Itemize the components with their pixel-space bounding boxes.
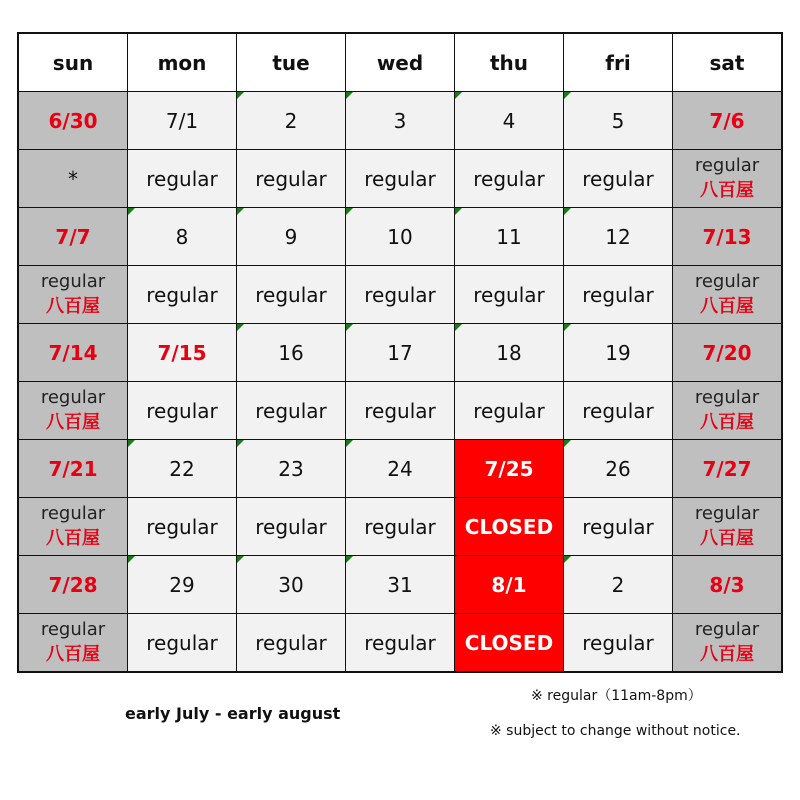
hours-cell [455, 150, 564, 208]
hours-label: regular [255, 282, 327, 307]
weekday-header-sun: sun [18, 33, 128, 92]
date-cell [673, 556, 783, 614]
hours-cell [18, 498, 128, 556]
hours-row [18, 614, 782, 673]
hours-label: * [68, 166, 78, 191]
hours-label: regular [364, 166, 436, 191]
hours-label: regular [364, 282, 436, 307]
date-label: 24 [387, 456, 413, 481]
shop-label: 八百屋 [700, 179, 754, 201]
date-cell [237, 92, 346, 150]
weekday-header-mon: mon [128, 33, 237, 92]
date-cell [455, 324, 564, 382]
hours-cell [18, 266, 128, 324]
hours-cell [673, 614, 783, 673]
shop-label: 八百屋 [46, 527, 100, 549]
date-label: 23 [278, 456, 304, 481]
hours-label: regular [364, 630, 436, 655]
weekday-header-row [18, 33, 782, 92]
date-label: 7/25 [484, 456, 534, 481]
hours-label: regular [146, 630, 218, 655]
date-label: 8/3 [709, 572, 745, 597]
hours-cell [673, 150, 783, 208]
hours-label: regular [255, 630, 327, 655]
date-cell [18, 324, 128, 382]
date-cell [128, 208, 237, 266]
date-label: 30 [278, 572, 304, 597]
date-cell [237, 556, 346, 614]
hours-cell [128, 266, 237, 324]
date-cell [18, 208, 128, 266]
date-label: 11 [496, 224, 522, 249]
hours-label: regular [146, 398, 218, 423]
hours-label: regular [582, 514, 654, 539]
date-row [18, 556, 782, 614]
date-label: 7/27 [702, 456, 752, 481]
date-label: 7/21 [48, 456, 98, 481]
hours-label: regular [694, 387, 760, 409]
hours-label: regular [40, 619, 106, 641]
date-cell [455, 556, 564, 614]
date-cell [564, 440, 673, 498]
hours-row [18, 382, 782, 440]
shop-label: 八百屋 [700, 411, 754, 433]
hours-label: regular [40, 271, 106, 293]
date-cell [346, 208, 455, 266]
date-label: 7/28 [48, 572, 98, 597]
hours-label: regular [694, 271, 760, 293]
date-cell [455, 208, 564, 266]
hours-label: regular [582, 166, 654, 191]
date-label: 29 [169, 572, 195, 597]
shop-label: 八百屋 [46, 411, 100, 433]
date-cell [346, 92, 455, 150]
date-label: 17 [387, 340, 413, 365]
date-label: 19 [605, 340, 631, 365]
date-label: 8/1 [491, 572, 527, 597]
hours-cell [237, 150, 346, 208]
hours-cell [564, 266, 673, 324]
date-label: 7/13 [702, 224, 752, 249]
hours-cell [673, 382, 783, 440]
date-label: 22 [169, 456, 195, 481]
shop-label: 八百屋 [700, 295, 754, 317]
hours-label: regular [473, 282, 545, 307]
date-cell [346, 556, 455, 614]
date-cell [346, 324, 455, 382]
hours-note: ※ regular（11am-8pm） [531, 688, 702, 704]
weekday-header-thu: thu [455, 33, 564, 92]
date-label: 4 [502, 108, 516, 133]
date-cell [455, 440, 564, 498]
hours-label: regular [255, 398, 327, 423]
date-cell [673, 324, 783, 382]
date-cell [18, 92, 128, 150]
hours-stack [19, 270, 127, 319]
hours-label: regular [582, 282, 654, 307]
date-cell [673, 92, 783, 150]
date-row [18, 440, 782, 498]
hours-cell [455, 266, 564, 324]
hours-label: regular [40, 387, 106, 409]
hours-cell [346, 382, 455, 440]
hours-cell [346, 498, 455, 556]
date-cell [128, 92, 237, 150]
hours-label: regular [255, 514, 327, 539]
hours-label: regular [473, 166, 545, 191]
date-cell [128, 440, 237, 498]
date-label: 31 [387, 572, 413, 597]
date-cell [237, 208, 346, 266]
date-label: 16 [278, 340, 304, 365]
schedule-calendar [17, 32, 783, 673]
weekday-header-tue: tue [237, 33, 346, 92]
hours-row [18, 498, 782, 556]
date-cell [237, 324, 346, 382]
hours-label: regular [364, 398, 436, 423]
date-label: 7/7 [55, 224, 91, 249]
hours-cell [237, 266, 346, 324]
date-label: 2 [611, 572, 625, 597]
hours-cell [237, 614, 346, 673]
date-label: 7/15 [157, 340, 207, 365]
hours-label: regular [473, 398, 545, 423]
date-cell [128, 324, 237, 382]
hours-stack [673, 618, 781, 667]
date-label: 7/14 [48, 340, 98, 365]
date-label: 5 [611, 108, 625, 133]
hours-cell [18, 382, 128, 440]
hours-cell [455, 382, 564, 440]
date-label: 3 [393, 108, 407, 133]
shop-label: 八百屋 [700, 527, 754, 549]
hours-stack [673, 270, 781, 319]
date-cell [237, 440, 346, 498]
hours-cell [18, 614, 128, 673]
date-cell [673, 208, 783, 266]
closed-cell [455, 498, 564, 556]
date-label: 18 [496, 340, 522, 365]
hours-stack [19, 386, 127, 435]
closed-label: CLOSED [464, 514, 554, 539]
period-label: early July - early august [125, 704, 341, 723]
date-cell [673, 440, 783, 498]
date-row [18, 92, 782, 150]
hours-cell [564, 614, 673, 673]
hours-label: regular [146, 282, 218, 307]
hours-cell [128, 498, 237, 556]
date-cell [128, 556, 237, 614]
date-row [18, 208, 782, 266]
hours-cell [346, 614, 455, 673]
date-label: 9 [284, 224, 298, 249]
date-label: 6/30 [48, 108, 98, 133]
closed-label: CLOSED [464, 630, 554, 655]
calendar-body [18, 33, 782, 672]
date-label: 26 [605, 456, 631, 481]
hours-label: regular [40, 503, 106, 525]
date-label: 7/6 [709, 108, 745, 133]
hours-stack [673, 154, 781, 203]
hours-cell [128, 382, 237, 440]
hours-cell [564, 498, 673, 556]
shop-label: 八百屋 [700, 643, 754, 665]
hours-cell [346, 150, 455, 208]
hours-label: regular [255, 166, 327, 191]
hours-stack [673, 386, 781, 435]
hours-stack [19, 502, 127, 551]
date-cell [18, 440, 128, 498]
date-label: 2 [284, 108, 298, 133]
hours-stack [673, 502, 781, 551]
hours-label: regular [694, 155, 760, 177]
date-cell [564, 208, 673, 266]
date-row [18, 324, 782, 382]
hours-cell [564, 150, 673, 208]
hours-label: regular [146, 514, 218, 539]
weekday-header-sat: sat [673, 33, 783, 92]
date-label: 12 [605, 224, 631, 249]
hours-row [18, 266, 782, 324]
hours-cell [128, 614, 237, 673]
hours-cell [346, 266, 455, 324]
hours-label: regular [694, 619, 760, 641]
weekday-header-wed: wed [346, 33, 455, 92]
hours-row [18, 150, 782, 208]
hours-cell [237, 382, 346, 440]
date-label: 7/1 [165, 108, 199, 133]
date-cell [18, 556, 128, 614]
hours-label: regular [582, 630, 654, 655]
date-cell [346, 440, 455, 498]
hours-cell [564, 382, 673, 440]
hours-cell [673, 498, 783, 556]
closed-cell [455, 614, 564, 673]
hours-label: regular [694, 503, 760, 525]
shop-label: 八百屋 [46, 295, 100, 317]
hours-cell [128, 150, 237, 208]
hours-cell [237, 498, 346, 556]
shop-label: 八百屋 [46, 643, 100, 665]
date-label: 8 [175, 224, 189, 249]
hours-label: regular [146, 166, 218, 191]
date-cell [564, 324, 673, 382]
hours-cell [18, 150, 128, 208]
date-label: 7/20 [702, 340, 752, 365]
date-cell [564, 556, 673, 614]
change-note: ※ subject to change without notice. [490, 723, 741, 739]
hours-cell [673, 266, 783, 324]
date-cell [455, 92, 564, 150]
hours-stack [19, 618, 127, 667]
hours-label: regular [582, 398, 654, 423]
hours-label: regular [364, 514, 436, 539]
weekday-header-fri: fri [564, 33, 673, 92]
date-cell [564, 92, 673, 150]
date-label: 10 [387, 224, 413, 249]
